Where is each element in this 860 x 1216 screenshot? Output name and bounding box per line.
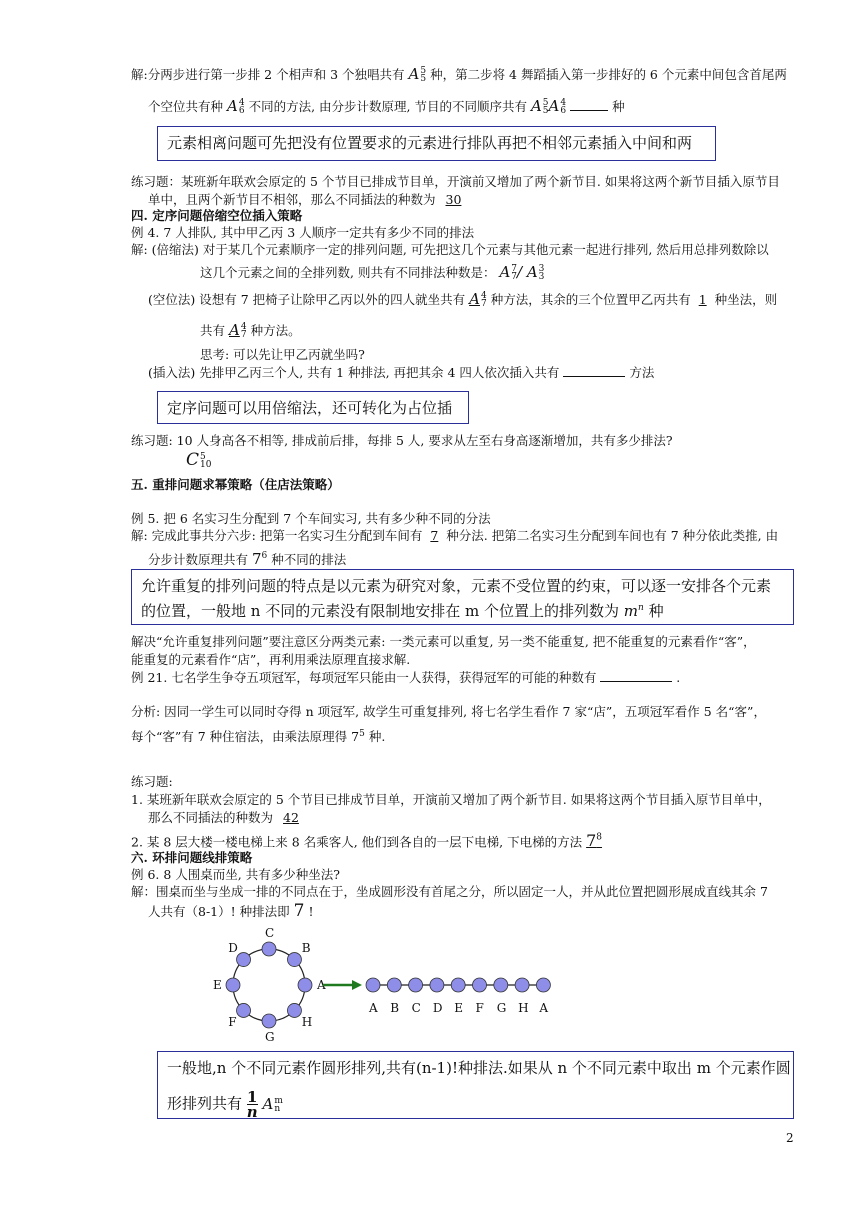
ring-node-label: D: [228, 941, 238, 956]
para-solution-line1: [131, 66, 787, 83]
text: 个空位共有种: [148, 99, 224, 114]
example-5-solution-1: [131, 528, 778, 544]
summary-box-4-line1: 一般地,n 个不同元素作圆形排列,共有(n-1)!种排法.如果从 n 个不同元素中取出 m 个元素作圆: [167, 1059, 791, 1077]
text: 2. 某 8 层大楼一楼电梯上来 8 名乘客人, 他们到各自的一层下电梯, 下电梯的方法: [131, 834, 583, 850]
line-node-label: D: [432, 1001, 443, 1015]
text: 每个“客”有 7 种住宿法，由乘法原理得 7: [131, 729, 360, 745]
ring-node-label: B: [301, 941, 311, 956]
math-A55: A 5 5: [408, 65, 427, 84]
text: 共有: [200, 323, 226, 338]
line-node-label: C: [411, 1001, 421, 1015]
exercise-1-answer: 30: [445, 192, 462, 207]
math-7-power-6: $7^6$: [252, 550, 268, 568]
line-node: [451, 978, 465, 992]
text: 的位置，一般地 n 不同的元素没有限制地安排在 m 个位置上的排列数为: [141, 602, 619, 620]
summary-box-1-text: 元素相离问题可先把没有位置要求的元素进行排队再把不相邻元素插入中间和两: [167, 134, 693, 152]
text: 种: [612, 99, 625, 114]
ring-node: [237, 953, 251, 967]
math-A74: A 4 7: [469, 290, 487, 309]
line-node: [515, 978, 529, 992]
exercise-3-item2: [131, 830, 602, 850]
text: 人共有（8-1）! 种排法即: [148, 904, 290, 919]
text: 分步计数原理共有: [148, 552, 249, 567]
text: (空位法) 设想有 7 把椅子让除甲乙丙以外的四人就坐共有: [148, 292, 466, 307]
text: 形排列共有: [167, 1094, 243, 1113]
text: 种不同的排法: [271, 552, 347, 567]
ring-node: [262, 942, 276, 956]
section-5-heading: 五. 重排问题求幂策略（住店法策略）: [131, 477, 340, 492]
text: (插入法) 先排甲乙丙三个人, 共有 1 种排法, 再把其余 4 四人依次插入共有: [148, 365, 560, 380]
text: 7: [293, 901, 305, 921]
math-C105: C 5 10: [186, 450, 212, 470]
ring-node: [287, 1003, 301, 1017]
line-node-label: G: [496, 1001, 507, 1015]
section-4-heading: 四. 定序问题倍缩空位插入策略: [131, 208, 303, 223]
ring-node-label: E: [213, 978, 222, 992]
example-4-space-method-2: [200, 322, 301, 339]
text: 种，第二步将 4 舞蹈插入第一步排好的 6 个元素中间包含首尾两: [430, 67, 787, 82]
example-6: 例 6. 8 人围桌而坐, 共有多少种坐法?: [131, 867, 340, 882]
para-solution-line2: [148, 98, 625, 115]
text: 种.: [368, 729, 386, 745]
line-node-label: F: [475, 1001, 484, 1015]
text: 解: 完成此事共分六步: 把第一名实习生分配到车间有: [131, 528, 423, 543]
exercise-3-item1-line2: [148, 810, 305, 826]
example-5-solution-2: [148, 548, 346, 568]
ring-node: [287, 953, 301, 967]
example-4-insert-method: [148, 364, 654, 381]
exercise-2: 练习题: 10 人身高各不相等, 排成前后排，每排 5 人, 要求从左至右身高逐渐增加，共有多少排法?: [131, 433, 673, 448]
line-node: [366, 978, 380, 992]
math-A74: A 4 7: [229, 321, 247, 340]
text: 种坐法，则: [714, 292, 778, 307]
ring-node: [262, 1014, 276, 1028]
answer: 42: [283, 810, 299, 825]
example-6-solution-1: 解：围桌而坐与坐成一排的不同点在于，坐成圆形没有首尾之分，所以固定一人，并从此位置把圆形展成直线其余 7: [131, 884, 768, 899]
rule-line1: 解决“允许重复排列问题”要注意区分两类元素: 一类元素可以重复, 另一类不能重复, 把不能重复的元素看作“客”，: [131, 634, 756, 649]
text: !: [308, 904, 314, 919]
math-fraction-1-over-n: $\frac{1}{n}$: [246, 1088, 258, 1121]
line-node-label: B: [390, 1001, 400, 1015]
exercise-1-line2: [148, 192, 467, 208]
page-number: 2: [786, 1131, 794, 1145]
line-node: [473, 978, 487, 992]
rule-line2: 能重复的元素看作“店”，再利用乘法原理直接求解.: [131, 652, 411, 667]
math-A77-over-A33: A 7 7 / A 3 3: [499, 263, 545, 282]
text: 不同的方法, 由分步计数原理, 节目的不同顺序共有: [248, 99, 527, 114]
text: 单中，且两个新节目不相邻，那么不同插法的种数为: [148, 192, 436, 207]
summary-box-4-line2: [167, 1090, 283, 1119]
analysis-line1: 分析: 因同一学生可以同时夺得 n 项冠军, 故学生可重复排列, 将七名学生看作 7 家“店”，五项冠军看作 5 名“客”，: [131, 704, 766, 719]
text: 方法: [629, 365, 655, 380]
text: 种方法。: [250, 323, 301, 338]
text: 种: [648, 602, 664, 620]
example-21: [131, 669, 680, 686]
analysis-line2: [131, 726, 385, 745]
superscript: 5: [359, 729, 365, 739]
line-node: [494, 978, 508, 992]
line-node: [387, 978, 401, 992]
line-node-label: H: [518, 1001, 529, 1015]
summary-box-3-line2: [141, 598, 664, 621]
line-node: [536, 978, 550, 992]
math-7-power-8: $7^8$: [586, 831, 603, 851]
answer: 7: [430, 528, 439, 543]
section-6-heading: 六. 环排问题线排策略: [131, 850, 253, 865]
text: 种方法，其余的三个位置甲乙丙共有: [490, 292, 691, 307]
circular-to-linear-diagram: [200, 925, 580, 1045]
line-node: [409, 978, 423, 992]
text: .: [676, 670, 681, 685]
answer: 1: [698, 292, 707, 307]
math-A-n-m: A m n: [262, 1094, 283, 1114]
ring-node-label: G: [265, 1030, 275, 1044]
example-4-solution-2: [200, 264, 544, 281]
exercise-3-item1-line1: 1. 某班新年联欢会原定的 5 个节目已排成节目单，开演前又增加了两个新节目. 如果将这两个节目插入原节目单中，: [131, 792, 771, 807]
line-node-label: A: [539, 1001, 549, 1015]
text: 例 21. 七名学生争夺五项冠军，每项冠军只能由一人获得，获得冠军的可能的种数有: [131, 670, 597, 685]
arrow-icon: [323, 980, 362, 990]
answer-blank: [570, 98, 608, 111]
text: 解:分两步进行第一步排 2 个相声和 3 个独唱共有: [131, 67, 405, 82]
ring-node: [226, 978, 240, 992]
exercise-3-heading: 练习题:: [131, 774, 173, 789]
exercise-1-line1: 练习题：某班新年联欢会原定的 5 个节目已排成节目单，开演前又增加了两个新节目. 如果将这两个新节目插入原节目: [131, 174, 780, 189]
math-m-power-n: $m^n$: [623, 602, 644, 620]
summary-box-2-text: 定序问题可以用倍缩法，还可转化为占位插: [167, 399, 453, 417]
math-A55A64: A 5 5 A 4 6: [530, 97, 567, 116]
math-A64: A 4 6: [227, 97, 245, 116]
example-5: 例 5. 把 6 名实习生分配到 7 个车间实习, 共有多少种不同的分法: [131, 511, 491, 526]
ring-node: [237, 1003, 251, 1017]
example-4: 例 4. 7 人排队, 其中甲乙丙 3 人顺序一定共有多少不同的排法: [131, 225, 475, 240]
line-node-label: E: [454, 1001, 463, 1015]
line-node: [430, 978, 444, 992]
ring-node-label: C: [265, 926, 275, 940]
ring-node: [298, 978, 312, 992]
line-node-label: A: [369, 1001, 378, 1015]
example-4-space-method: [148, 291, 777, 308]
text: 种分法. 把第二名实习生分配到车间也有 7 种分依此类推, 由: [446, 528, 779, 543]
answer-blank: [563, 364, 625, 377]
text: 那么不同插法的种数为: [148, 810, 274, 825]
summary-box-3-line1: 允许重复的排列问题的特点是以元素为研究对象，元素不受位置的约束，可以逐一安排各个元素: [141, 577, 772, 595]
example-6-solution-2: [148, 903, 313, 920]
example-4-solution-1: 解: (倍缩法) 对于某几个元素顺序一定的排列问题, 可先把这几个元素与其他元素一起进行排列, 然后用总排列数除以: [131, 242, 769, 257]
ring-node-label: H: [301, 1014, 313, 1029]
ring-node-label: F: [228, 1014, 237, 1029]
text: 这几个元素之间的全排列数, 则共有不同排法种数是：: [200, 265, 496, 280]
think-question: 思考: 可以先让甲乙丙就坐吗?: [200, 347, 365, 362]
answer-blank: [600, 669, 672, 682]
ring-node-label: A: [317, 978, 326, 992]
